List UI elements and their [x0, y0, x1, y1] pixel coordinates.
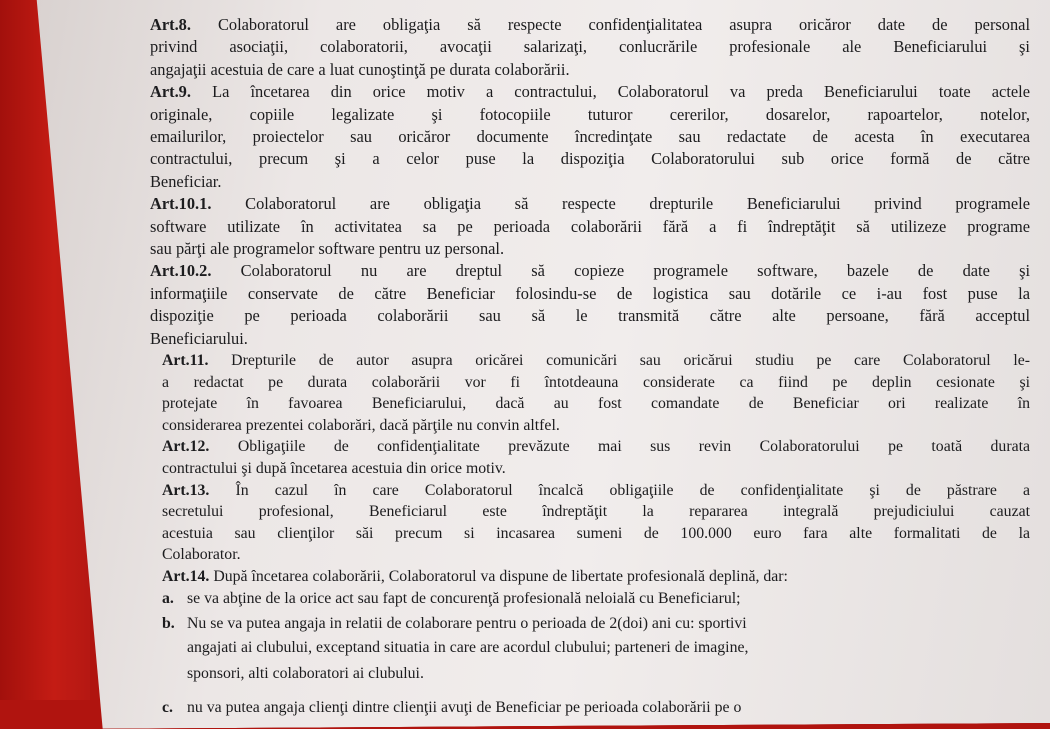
document-body — [150, 14, 1030, 718]
article-text: contractului, precum şi a celor puse la dispoziţia Colaboratorului sub orice formă de către — [150, 149, 1030, 169]
article-11 — [150, 350, 1030, 436]
article-text: angajaţii acestuia de care a luat cunoştinţă pe durata colaborării. — [150, 59, 570, 79]
article-text: privind asociaţii, colaboratorii, avocaţii salarizaţi, conlucrările profesionale ale Beneficiarului şi — [150, 37, 1030, 57]
article-13 — [150, 480, 1030, 566]
subpoint-text: se va abţine de la orice act sau fapt de concurenţă profesională neloială cu Beneficiarul; — [187, 589, 741, 607]
article-text: Colaboratorul nu are dreptul să copieze programele software, bazele de date şi — [240, 261, 1031, 281]
subpoint-b — [162, 613, 1030, 687]
article-label: Art.10.2. — [150, 261, 212, 281]
article-label: Art.13. — [162, 481, 210, 499]
subpoint-text: angajati ai clubului, exceptand situatia in care are acordul clubului; parteneri de imagine, — [187, 638, 749, 656]
subpoint-text: sponsori, alti colaboratori ai clubului. — [187, 664, 424, 682]
article-text: software utilizate în activitatea sa pe perioada colaborării fără a fi îndreptăţit să utilizeze programe — [150, 216, 1030, 236]
article-label: Art.9. — [150, 82, 191, 102]
article-text: emailurilor, proiectelor sau oricăror documente încredinţate sau redactate de acesta în executarea — [150, 127, 1030, 147]
article-text: contractului şi după încetarea acestuia din orice motiv. — [162, 460, 506, 478]
article-text: Beneficiarului. — [150, 328, 248, 348]
article-text: a redactat pe durata colaborării vor fi întotdeauna considerate ca fiind pe deplin cesionate şi — [162, 373, 1030, 391]
article-text: acestuia sau clienţilor săi precum si incasarea sumeni de 100.000 euro fara alte formalitati de la — [162, 524, 1030, 542]
article-12 — [150, 436, 1030, 479]
article-text: Beneficiar. — [150, 171, 222, 191]
article-10-2 — [150, 260, 1030, 350]
article-10-1 — [150, 193, 1030, 260]
subpoint-text: nu va putea angaja clienţi dintre clienţii avuţi de Beneficiar pe perioada colaborării pe o — [187, 698, 742, 716]
article-label: Art.14. — [162, 568, 210, 586]
article-text: considerarea prezentei colaborări, dacă părţile nu convin altfel. — [162, 416, 560, 434]
article-text: informaţiile conservate de către Beneficiar folosindu-se de logistica sau dotările ce i-au fost puse la — [150, 283, 1030, 303]
article-text: protejate în favoarea Beneficiarului, dacă au fost comandate de Beneficiar ori realizate în — [162, 395, 1030, 413]
article-label: Art.8. — [150, 15, 191, 34]
subpoint-text: Nu se va putea angaja in relatii de colaborare pentru o perioada de 2(doi) ani cu: sportivi — [187, 615, 747, 633]
article-text: Obligaţiile de confidenţialitate prevăzute mai sus revin Colaboratorului pe toată durata — [237, 438, 1031, 456]
article-text: Colaborator. — [162, 546, 241, 564]
article-text: sau părţi ale programelor software pentru uz personal. — [150, 239, 505, 259]
subpoint-c — [162, 697, 1030, 719]
article-text: dispoziţie pe perioada colaborării sau să le transmită către alte persoane, fără acceptul — [150, 306, 1030, 326]
article-text: Drepturile de autor asupra oricărei comunicări sau oricărui studiu pe care Colaboratorul le- — [231, 352, 1030, 370]
article-text: originale, copiile legalizate şi fotocopiile tuturor cererilor, dosarelor, rapoartelor, notelor, — [150, 104, 1030, 124]
article-text: La încetarea din orice motiv a contractului, Colaboratorul va preda Beneficiarului toate actele — [212, 82, 1030, 102]
subpoint-a — [162, 588, 1030, 610]
subpoint-letter: b. — [162, 615, 175, 633]
article-text: În cazul în care Colaboratorul încalcă obligaţiile de confidenţialitate şi de păstrare a — [235, 481, 1030, 499]
article-8 — [150, 14, 1030, 81]
subpoint-letter: c. — [162, 698, 173, 716]
article-text: După încetarea colaborării, Colaboratorul va dispune de libertate profesională deplină, dar: — [213, 568, 788, 586]
subpoint-letter: a. — [162, 589, 174, 607]
article-text: secretului profesional, Beneficiarul este îndreptăţit la repararea integrală prejudiciului cauzat — [162, 503, 1030, 521]
article-9 — [150, 81, 1030, 193]
article-text: Colaboratorul are obligaţia să respecte drepturile Beneficiarului privind programele — [245, 194, 1030, 214]
article-label: Art.10.1. — [150, 194, 212, 214]
article-label: Art.12. — [162, 438, 210, 456]
article-label: Art.11. — [162, 352, 209, 370]
article-text: Colaboratorul are obligaţia să respecte confidenţialitatea asupra oricăror date de personal — [217, 15, 1030, 34]
article-14 — [150, 566, 1030, 718]
